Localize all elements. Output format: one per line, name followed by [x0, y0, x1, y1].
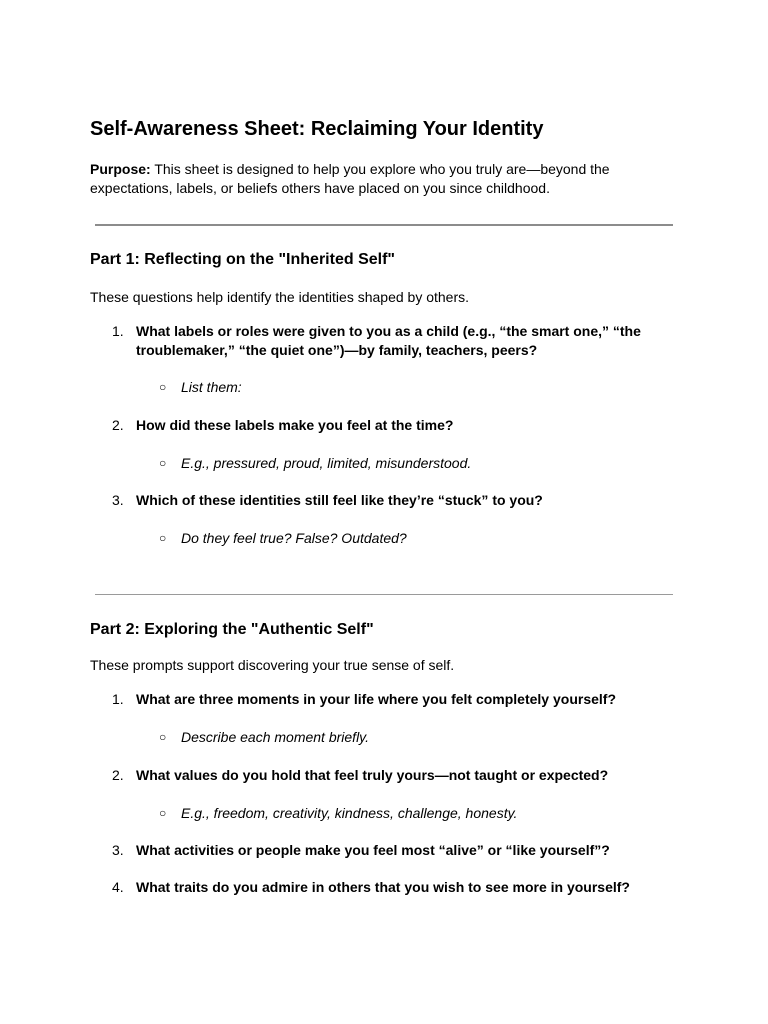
question-number: 2.	[112, 417, 124, 433]
question-text: How did these labels make you feel at the time?	[136, 417, 454, 433]
part1-heading: Part 1: Reflecting on the "Inherited Self"	[90, 251, 395, 268]
question-number: 4.	[112, 879, 124, 895]
part2-intro: These prompts support discovering your true sense of self.	[90, 657, 455, 673]
question-text: Which of these identities still feel like they’re “stuck” to you?	[136, 492, 543, 508]
section-divider	[95, 224, 673, 226]
part2-heading: Part 2: Exploring the "Authentic Self"	[90, 621, 374, 638]
purpose-label: Purpose:	[90, 161, 151, 177]
question-number: 3.	[112, 842, 124, 858]
hollow-bullet-icon: ○	[159, 806, 167, 820]
question-number: 2.	[112, 767, 124, 783]
sub-prompt: List them:	[181, 379, 242, 395]
sub-prompt: Describe each moment briefly.	[181, 729, 370, 745]
purpose-paragraph	[90, 160, 650, 198]
part1-intro: These questions help identify the identities shaped by others.	[90, 289, 470, 305]
question-text: What values do you hold that feel truly yours—not taught or expected?	[136, 767, 609, 783]
section-divider	[95, 594, 673, 595]
question-text: What activities or people make you feel most “alive” or “like yourself”?	[136, 842, 610, 858]
question-text: What traits do you admire in others that you wish to see more in yourself?	[136, 879, 630, 895]
question-text: What are three moments in your life where you felt completely yourself?	[136, 691, 616, 707]
question-number: 1.	[112, 691, 124, 707]
document-title: Self-Awareness Sheet: Reclaiming Your Identity	[90, 118, 544, 140]
sub-prompt: E.g., freedom, creativity, kindness, challenge, honesty.	[181, 805, 518, 821]
question-number: 3.	[112, 492, 124, 508]
hollow-bullet-icon: ○	[159, 380, 167, 394]
sub-prompt: Do they feel true? False? Outdated?	[181, 530, 407, 546]
question-text: What labels or roles were given to you as a child (e.g., “the smart one,” “the troublemaker,” “the quiet one”)—by family, teachers, peers?	[136, 323, 641, 358]
purpose-text: This sheet is designed to help you explore who you truly are—beyond the expectations, labels, or beliefs others have placed on you since childhood.	[90, 161, 610, 196]
sub-prompt: E.g., pressured, proud, limited, misunderstood.	[181, 455, 472, 471]
hollow-bullet-icon: ○	[159, 456, 167, 470]
question-number: 1.	[112, 323, 124, 339]
hollow-bullet-icon: ○	[159, 730, 167, 744]
hollow-bullet-icon: ○	[159, 531, 167, 545]
